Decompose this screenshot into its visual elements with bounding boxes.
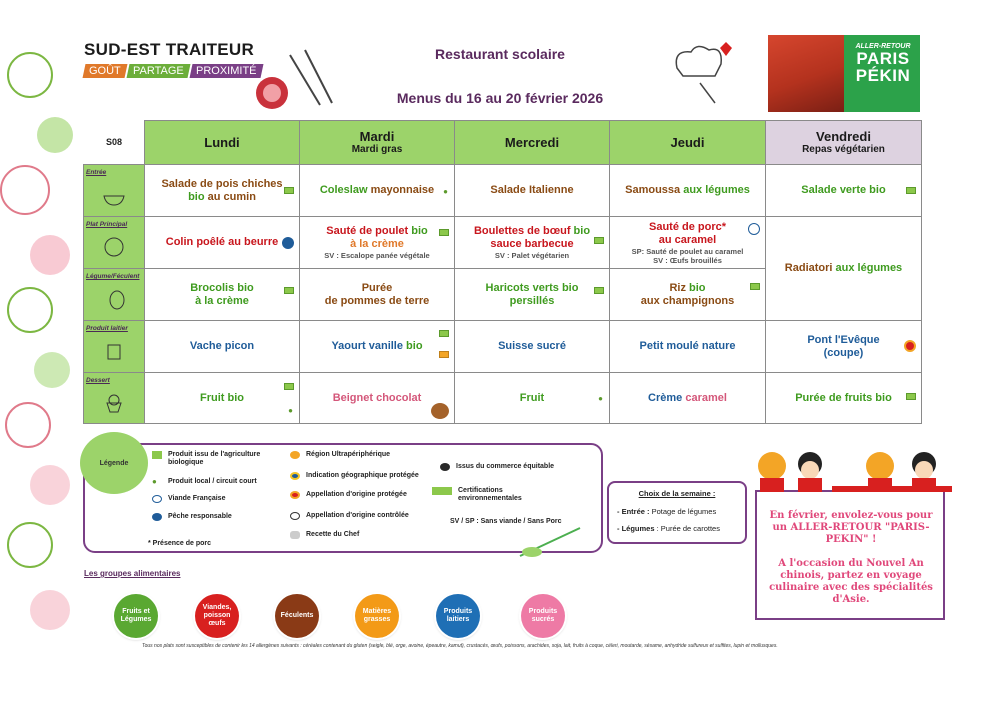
chef-hat-illustration xyxy=(665,38,745,108)
legend-local: ● Produit local / circuit court xyxy=(152,477,257,486)
fork-vegetable-illustration xyxy=(510,522,590,562)
dish-entree-vendredi: Salade verte bio xyxy=(765,164,922,217)
group-produits-laitiers: Produits laitiers xyxy=(436,594,480,638)
brand-tag-gout: GOÛT xyxy=(83,64,128,78)
day-header-jeudi: Jeudi xyxy=(609,120,766,165)
legend-aoc: Appellation d'origine contrôlée xyxy=(290,512,430,520)
bio-label-icon xyxy=(439,229,449,236)
bio-label-icon xyxy=(284,287,294,294)
vegetable-icon xyxy=(101,286,127,312)
legend-title: Légende xyxy=(80,432,148,494)
brand-tags xyxy=(84,64,264,78)
recette-du-chef-icon xyxy=(439,351,449,358)
cupcake-icon xyxy=(101,390,127,416)
dish-dessert-mercredi: Fruit ● xyxy=(454,372,610,424)
pomegranate-cutlery-illustration xyxy=(250,45,340,115)
row-label-dessert: Dessert xyxy=(83,372,145,424)
aop-icon xyxy=(904,340,916,352)
legend-viande-francaise: Viande Française xyxy=(152,495,272,503)
dish-plat-mardi: Sauté de poulet bio à la crème SV : Escalope panée végétale xyxy=(299,216,455,269)
dish-laitier-mercredi: Suisse sucré xyxy=(454,320,610,373)
legend-rup: Région Ultrapériphérique xyxy=(290,451,430,459)
dish-laitier-mardi: Yaourt vanille bio xyxy=(299,320,455,373)
row-label-entree: Entrée xyxy=(83,164,145,217)
choice-entree: - Entrée : Potage de légumes xyxy=(617,507,717,516)
dish-legume-mercredi: Haricots verts bio persillés xyxy=(454,268,610,321)
dish-entree-mardi: Coleslaw mayonnaise ● xyxy=(299,164,455,217)
brand-tag-partage: PARTAGE xyxy=(126,64,190,78)
legend-porc: * Présence de porc xyxy=(148,540,212,547)
salad-icon xyxy=(101,182,127,208)
aller-retour-paris-pekin-banner xyxy=(768,35,920,112)
bio-label-icon xyxy=(284,383,294,390)
local-pin-icon: ● xyxy=(443,187,448,196)
legend-chef: Recette du Chef xyxy=(290,531,430,539)
row-label-legume: Légume/Féculent xyxy=(83,268,145,321)
dish-plat-jeudi: Sauté de porc* au caramel SP: Sauté de poulet au caramel SV : Œufs brouillés xyxy=(609,216,766,269)
groups-title: Les groupes alimentaires xyxy=(84,569,181,578)
legend-commerce-equitable: Issus du commerce équitable xyxy=(440,463,590,471)
day-header-vendredi: Vendredi Repas végétarien xyxy=(765,120,922,165)
bio-label-icon xyxy=(152,451,162,459)
dish-entree-jeudi: Samoussa aux légumes xyxy=(609,164,766,217)
legend-peche: Pêche responsable xyxy=(152,513,272,521)
group-viandes: Viandes, poisson œufs xyxy=(195,594,239,638)
peche-responsable-icon xyxy=(152,513,162,521)
legend-aop: Appellation d'origine protégée xyxy=(290,491,430,499)
day-header-mardi: Mardi Mardi gras xyxy=(299,120,455,165)
day-header-lundi: Lundi xyxy=(144,120,300,165)
igp-icon xyxy=(290,472,300,480)
dish-dessert-vendredi: Purée de fruits bio xyxy=(765,372,922,424)
dish-dessert-jeudi: Crème caramel xyxy=(609,372,766,424)
dish-entree-lundi: Salade de pois chiches bio au cumin xyxy=(144,164,300,217)
dish-legume-jeudi: Riz bio aux champignons xyxy=(609,268,766,321)
dish-laitier-jeudi: Petit moulé nature xyxy=(609,320,766,373)
bio-label-icon xyxy=(439,330,449,337)
nouvel-an-text: En février, envolez-vous pour un ALLER-RETOUR "PARIS-PEKIN" ! A l'occasion du Nouvel An chinois, partez en voyage culinaire avec des spécialités d'Asie. xyxy=(769,510,933,605)
group-fruits-legumes: Fruits et Légumes xyxy=(114,594,158,638)
fair-trade-icon xyxy=(440,463,450,471)
local-pin-icon: ● xyxy=(288,406,293,415)
menu-table xyxy=(83,120,922,424)
aoc-icon xyxy=(290,512,300,520)
legend-bio: Produit issu de l'agriculture biologique xyxy=(152,451,272,467)
local-pin-icon: ● xyxy=(152,477,157,486)
brand-logo xyxy=(84,40,264,78)
dish-plat-vendredi: Radiatori aux légumes xyxy=(765,216,922,321)
group-matieres-grasses: Matières grasses xyxy=(355,594,399,638)
local-pin-icon: ● xyxy=(598,394,603,403)
dish-legume-mardi: Purée de pommes de terre xyxy=(299,268,455,321)
choice-title: Choix de la semaine : xyxy=(638,489,716,498)
promo-photo xyxy=(768,35,844,112)
aop-icon xyxy=(290,491,300,499)
plate-icon xyxy=(101,234,127,260)
bio-label-icon xyxy=(906,187,916,194)
dish-laitier-lundi: Vache picon xyxy=(144,320,300,373)
restaurant-title: Restaurant scolaire xyxy=(435,46,565,62)
bio-label-icon xyxy=(750,283,760,290)
bio-label-icon xyxy=(284,187,294,194)
group-produits-sucres: Produits sucrés xyxy=(521,594,565,638)
beignet-icon xyxy=(431,403,449,419)
dish-dessert-mardi: Beignet chocolat xyxy=(299,372,455,424)
choice-legumes: - Légumes : Purée de carottes xyxy=(617,524,720,533)
dish-legume-lundi: Brocolis bio à la crème xyxy=(144,268,300,321)
viande-francaise-icon xyxy=(748,223,760,235)
allergen-note: Tous nos plats sont susceptibles de contenir les 14 allergènes suivants : céréales contenant du gluten (seigle, blé, orge, avoine, épeautre, kamut), crustacés, œufs, poissons, arachides, soja, lait, fruits à coque, céleri, moutarde, sésame, anhydride sulfureux et sulfites, lupin et mollusques. xyxy=(142,643,778,649)
row-label-plat: Plat Principal xyxy=(83,216,145,269)
eco-certification-icon xyxy=(432,487,452,495)
dish-plat-lundi: Colin poêlé au beurre xyxy=(144,216,300,269)
chef-hat-icon xyxy=(290,531,300,539)
dish-entree-mercredi: Salade Italienne xyxy=(454,164,610,217)
legend-certifications: Certifications environnementales xyxy=(432,487,582,503)
peche-responsable-icon xyxy=(282,237,294,249)
brand-name: SUD-EST TRAITEUR xyxy=(84,40,255,59)
dish-plat-mercredi: Boulettes de bœuf bio sauce barbecue SV : Palet végétarien xyxy=(454,216,610,269)
milk-pot-icon xyxy=(101,338,127,364)
rup-icon xyxy=(290,451,300,459)
group-feculents: Féculents xyxy=(275,594,319,638)
dish-dessert-lundi: Fruit bio ● xyxy=(144,372,300,424)
menus-title: Menus du 16 au 20 février 2026 xyxy=(396,90,604,106)
bio-label-icon xyxy=(594,287,604,294)
dish-laitier-vendredi: Pont l'Evêque (coupe) xyxy=(765,320,922,373)
choix-de-la-semaine xyxy=(607,481,747,544)
chinese-new-year-characters-illustration xyxy=(752,444,952,496)
bio-label-icon xyxy=(906,393,916,400)
brand-tag-proximite: PROXIMITÉ xyxy=(189,64,262,78)
day-header-mercredi: Mercredi xyxy=(454,120,610,165)
decorative-vegetable-strip xyxy=(0,40,75,660)
week-number: S08 xyxy=(83,120,145,165)
legend-sv-sp: SV / SP : Sans viande / Sans Porc xyxy=(450,518,562,525)
promo-text: ALLER-RETOUR PARIS PÉKIN xyxy=(855,43,911,85)
bio-label-icon xyxy=(594,237,604,244)
viande-francaise-icon xyxy=(152,495,162,503)
legend-igp: Indication géographique protégée xyxy=(290,472,430,480)
row-label-laitier: Produit laitier xyxy=(83,320,145,373)
